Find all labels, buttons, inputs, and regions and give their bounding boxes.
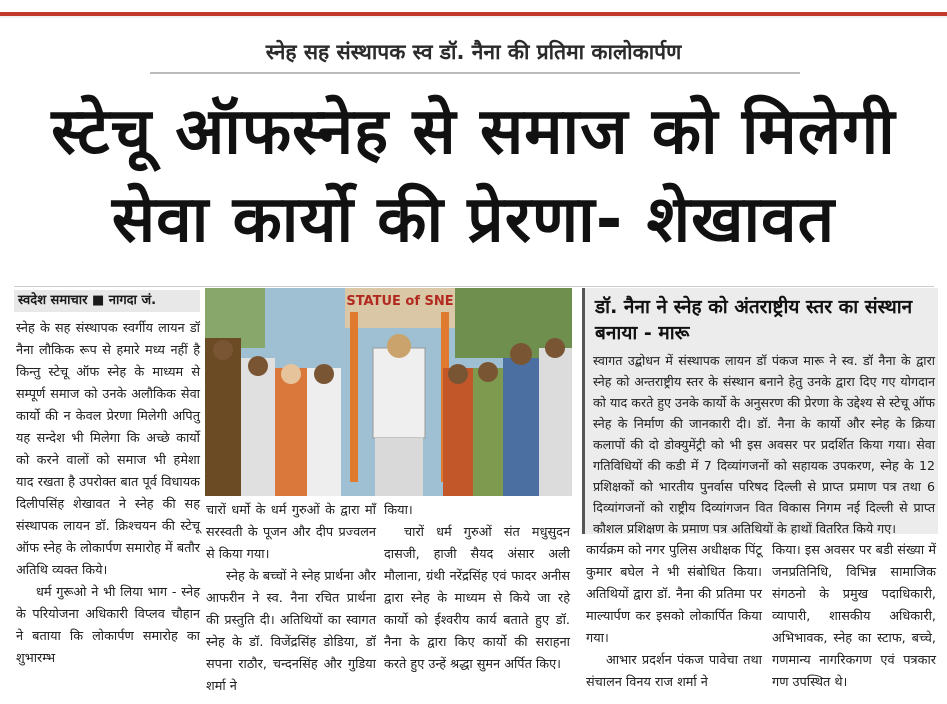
event-photo [205, 288, 572, 496]
sidebar-box-title: डॉ. नैना ने स्नेह को अंतराष्ट्रीय स्तर का संस्थान बनाया - मारू [595, 296, 913, 344]
paragraph: चारों धर्म गुरुओं संत मधुसुदन दासजी, हाजी सैयद अंसार अली मौलाना, ग्रंथी नरेंद्रसिंह एवं फादर अनीस द्वारा स्नेह के माध्यम से किये जा रहे कार्यो को ईश्वरीय कार्य बताते हुए डॉ. नैना के द्वारा किए कार्यो की सराहना करते हुए उन्हें श्रद्धा सुमन अर्पित किए। [384, 525, 570, 672]
sidebar-box [582, 288, 938, 534]
paragraph: कार्यक्रम को नगर पुलिस अधीक्षक पिंटू कुमार बघेल ने भी संबोधित किया। अतिथियों द्वारा डॉ. नैना की प्रतिमा पर माल्यार्पण कर इसको लोकार्पित किया गया। [586, 543, 762, 646]
paragraph: किया। [384, 503, 413, 518]
kicker: स्नेह सह संस्थापक स्व डॉ. नैना की प्रतिमा कालोकार्पण [265, 40, 682, 64]
article-column-3 [384, 500, 570, 676]
sidebar-box-body: स्वागत उद्बोधन में संस्थापक लायन डॉ पंकज मारू ने स्व. डॉ नैना के द्वारा स्नेह को अन्तराष्ट्रीय स्तर के संस्थान बनाने हेतु उनके द्वारा दिए गए योगदान को याद करते हुए उनके कार्यो के अनुसरण की प्रेरणा के उद्देश्य से स्टेचू ऑफ स्नेह के निर्माण की जानकारी दी। डॉ. नैना के कार्यो और स्नेह के क्रिया कलापों की दो डोक्युमेंट्री को भी इस अवसर पर प्रदर्शित किया गया। सेवा गतिविधियों की कडी में 7 दिव्यांगजनों को सहायक उपकरण, स्नेह के 12 प्रशिक्षकों को भारतीय पुनर्वास परिषद दिल्ली से प्राप्त प्रमाण पत्र तथा 6 दिव्यांगजनों को राष्ट्रीय दिव्यांगजन वित विकास निगम नई दिल्ली से प्राप्त कौशल प्रशिक्षण के प्रमाण पत्र अतिथियों के हाथों वितरित किये गए। [593, 353, 935, 536]
headline-line-2: सेवा कार्यो की प्रेरणा- शेखावत [111, 183, 836, 257]
paragraph: स्नेह के सह संस्थापक स्वर्गीय लायन डॉ नैना लौकिक रूप से हमारे मध्य नहीं है किन्तु स्टेचू ऑफ स्नेह के माध्यम से सम्पूर्ण समाज को उनके अलौकिक सेवा कार्यो की न केवल प्रेरणा मिलेगी अपितु यह सन्देश भी मिलेगा कि अच्छे कार्यो को करने वालों को समाज भी हमेशा याद रखता है उपरोक्त बात पूर्व विधायक दिलीपसिंह शेखावत ने स्नेह की सह संस्थापक लायन डॉ. क्रिश्चयन की स्टेचू ऑफ स्नेह के लोकार्पण समारोह में बतौर अतिथि व्यक्त किये। [16, 321, 200, 578]
headline-line-1: स्टेचू ऑफस्नेह से समाज को मिलेगी [51, 95, 896, 169]
statue-sign: STATUE of SNE [346, 294, 454, 309]
paragraph: आभार प्रदर्शन पंकज पावेचा तथा संचालन विनय राज शर्मा ने [586, 653, 762, 690]
event-photo-illustration [205, 288, 572, 496]
top-border [0, 0, 947, 16]
paragraph: चारों धर्मो के धर्म गुरुओं के द्वारा माँ सरस्वती के पूजन और दीप प्रज्वलन से किया गया। [206, 503, 376, 562]
article-column-5 [772, 540, 936, 694]
paragraph: स्नेह के बच्चों ने स्नेह प्रार्थना और आफरीन ने स्व. नैना रचित प्रार्थना की प्रस्तुति दी। अतिथियों का स्वागत स्नेह के डॉ. विजेंद्रसिंह डोडिया, डॉ सपना राठौर, चन्दनसिंह और गुडिया शर्मा ने [206, 569, 376, 694]
paragraph: धर्म गुरूओ ने भी लिया भाग - स्नेह के परियोजना अधिकारी विप्लव चौहान ने बताया कि लोकार्पण समारोह का शुभारम्भ [16, 585, 200, 666]
article-column-2 [206, 500, 376, 698]
paragraph: किया। इस अवसर पर बडी संख्या में जनप्रतिनिधि, विभिन्न सामाजिक संगठनो के प्रमुख पदाधिकारी, व्यापारी, शासकीय अधिकारी, अभिभावक, स्नेह का स्टाफ, बच्चे, गणमान्य नागरिकगण एवं पत्रकार गण उपस्थित थे। [772, 543, 936, 690]
kicker-divider [150, 72, 800, 74]
article-column-1 [16, 318, 200, 670]
section-divider [14, 286, 934, 287]
article-column-4 [586, 540, 762, 694]
byline: स्वदेश समाचार ■ नागदा जं. [14, 290, 200, 312]
